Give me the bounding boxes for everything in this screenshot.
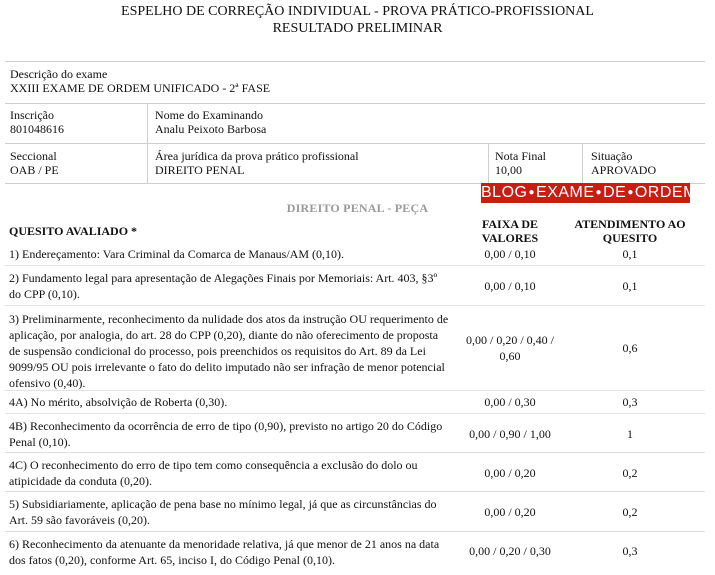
info-divider-1 [5,103,705,104]
nota-value: 10,00 [495,163,522,177]
faixa-header-line1: FAIXA DE [481,217,539,231]
nome-label: Nome do Examinando [155,108,263,122]
blog-logo [481,183,697,203]
seccional-value: OAB / PE [10,163,59,177]
quesito-text: 2) Fundamento legal para apresentação de Alegações Finais por Memoriais: Art. 403, §3º do CPP (0,10). [9,271,438,301]
situacao-value: APROVADO [591,163,657,177]
nome-value: Analu Peixoto Barbosa [155,122,267,136]
atendimento-header-line1: ATENDIMENTO AO [574,217,686,231]
section-title: DIREITO PENAL - PEÇA [286,201,429,215]
row-divider [5,390,705,391]
logo-word-2: EXAME [536,184,595,201]
atendimento-value: 0,2 [622,505,638,519]
logo-dot-icon: ● [627,187,634,198]
faixa-value: 0,00 / 0,20 [484,505,536,519]
description-label: Descrição do exame [10,67,108,81]
faixa-value: 0,00 / 0,10 [484,279,536,293]
inscricao-label: Inscrição [10,108,54,122]
atendimento-value: 0,2 [622,466,638,480]
faixa-value: 0,00 / 0,10 [484,247,536,261]
logo-dot-icon: ● [528,187,536,198]
faixa-header-line2: VALORES [481,231,539,245]
logo-dot-icon: ● [595,187,603,198]
atendimento-value: 0,6 [622,341,638,355]
info-vsep-3 [582,144,583,183]
quesito-text: 5) Subsidiariamente, aplicação de pena base no mínimo legal, já que as circunstâncias do Art. 59 são favoráveis (0,20). [9,497,437,527]
atendimento-value: 0,3 [622,395,638,409]
info-vsep-1 [147,104,148,183]
info-divider-2 [5,143,705,144]
faixa-value: 0,00 / 0,20 / 0,30 [469,544,551,558]
logo-word-4: ORDEM [634,184,697,201]
situacao-label: Situação [591,149,633,163]
atendimento-value: 0,1 [622,247,638,261]
seccional-label: Seccional [10,149,57,163]
atendimento-value: 1 [627,427,633,441]
info-vsep-2 [488,144,489,183]
description-value: XXIII EXAME DE ORDEM UNIFICADO - 2ª FASE [10,81,271,95]
quesito-text: 4C) O reconhecimento do erro de tipo tem como consequência a exclusão do dolo ou atipicidade da conduta (0,20). [9,458,418,488]
row-divider [5,452,705,453]
area-label: Área jurídica da prova prático profissional [155,149,359,163]
faixa-value: 0,00 / 0,20 / 0,40 / 0,60 [465,333,554,363]
atendimento-value: 0,1 [622,279,638,293]
atendimento-value: 0,3 [622,544,638,558]
atendimento-header-line2: QUESITO [602,231,658,245]
row-divider [5,265,705,266]
quesito-text: 6) Reconhecimento da atenuante da menoridade relativa, já que menor de 21 anos na data dos fatos (0,20), conforme Art. 65, inciso I, do Código Penal (0,10). [9,537,440,567]
faixa-value: 0,00 / 0,20 [484,466,536,480]
page-title: ESPELHO DE CORREÇÃO INDIVIDUAL - PROVA PRÁTICO-PROFISSIONAL [121,4,594,19]
quesito-text: 4B) Reconhecimento da ocorrência de erro de tipo (0,90), previsto no artigo 20 do Código Penal (0,10). [9,419,443,449]
row-divider [5,413,705,414]
logo-word-1: BLOG [481,184,528,201]
faixa-value: 0,00 / 0,90 / 1,00 [469,427,551,441]
row-divider [5,531,705,532]
quesito-text: 4A) No mérito, absolvição de Roberta (0,30). [9,395,228,409]
logo-word-3: DE [603,184,627,201]
nota-label: Nota Final [495,149,546,163]
page-subtitle: RESULTADO PRELIMINAR [272,21,443,36]
info-top-border [5,61,705,62]
row-divider [5,491,705,492]
quesito-text: 3) Preliminarmente, reconhecimento da nulidade dos atos da instrução OU requerimento de aplicação, por analogia, do art. 28 do CPP (0,20), diante do não oferecimento de proposta de suspensão condicional do processo, pois preenchidos os requisitos do Art. 89 da Lei 9099/95 OU pois irrelevante o fato do delito imputado não ser infração de menor potencial ofensivo (0,40). [9,312,449,390]
quesito-header: QUESITO AVALIADO * [9,224,138,238]
quesito-text: 1) Endereçamento: Vara Criminal da Comarca de Manaus/AM (0,10). [9,247,345,261]
area-value: DIREITO PENAL [155,163,245,177]
inscricao-value: 801048616 [10,122,64,136]
faixa-value: 0,00 / 0,30 [484,395,536,409]
row-divider [5,305,705,306]
